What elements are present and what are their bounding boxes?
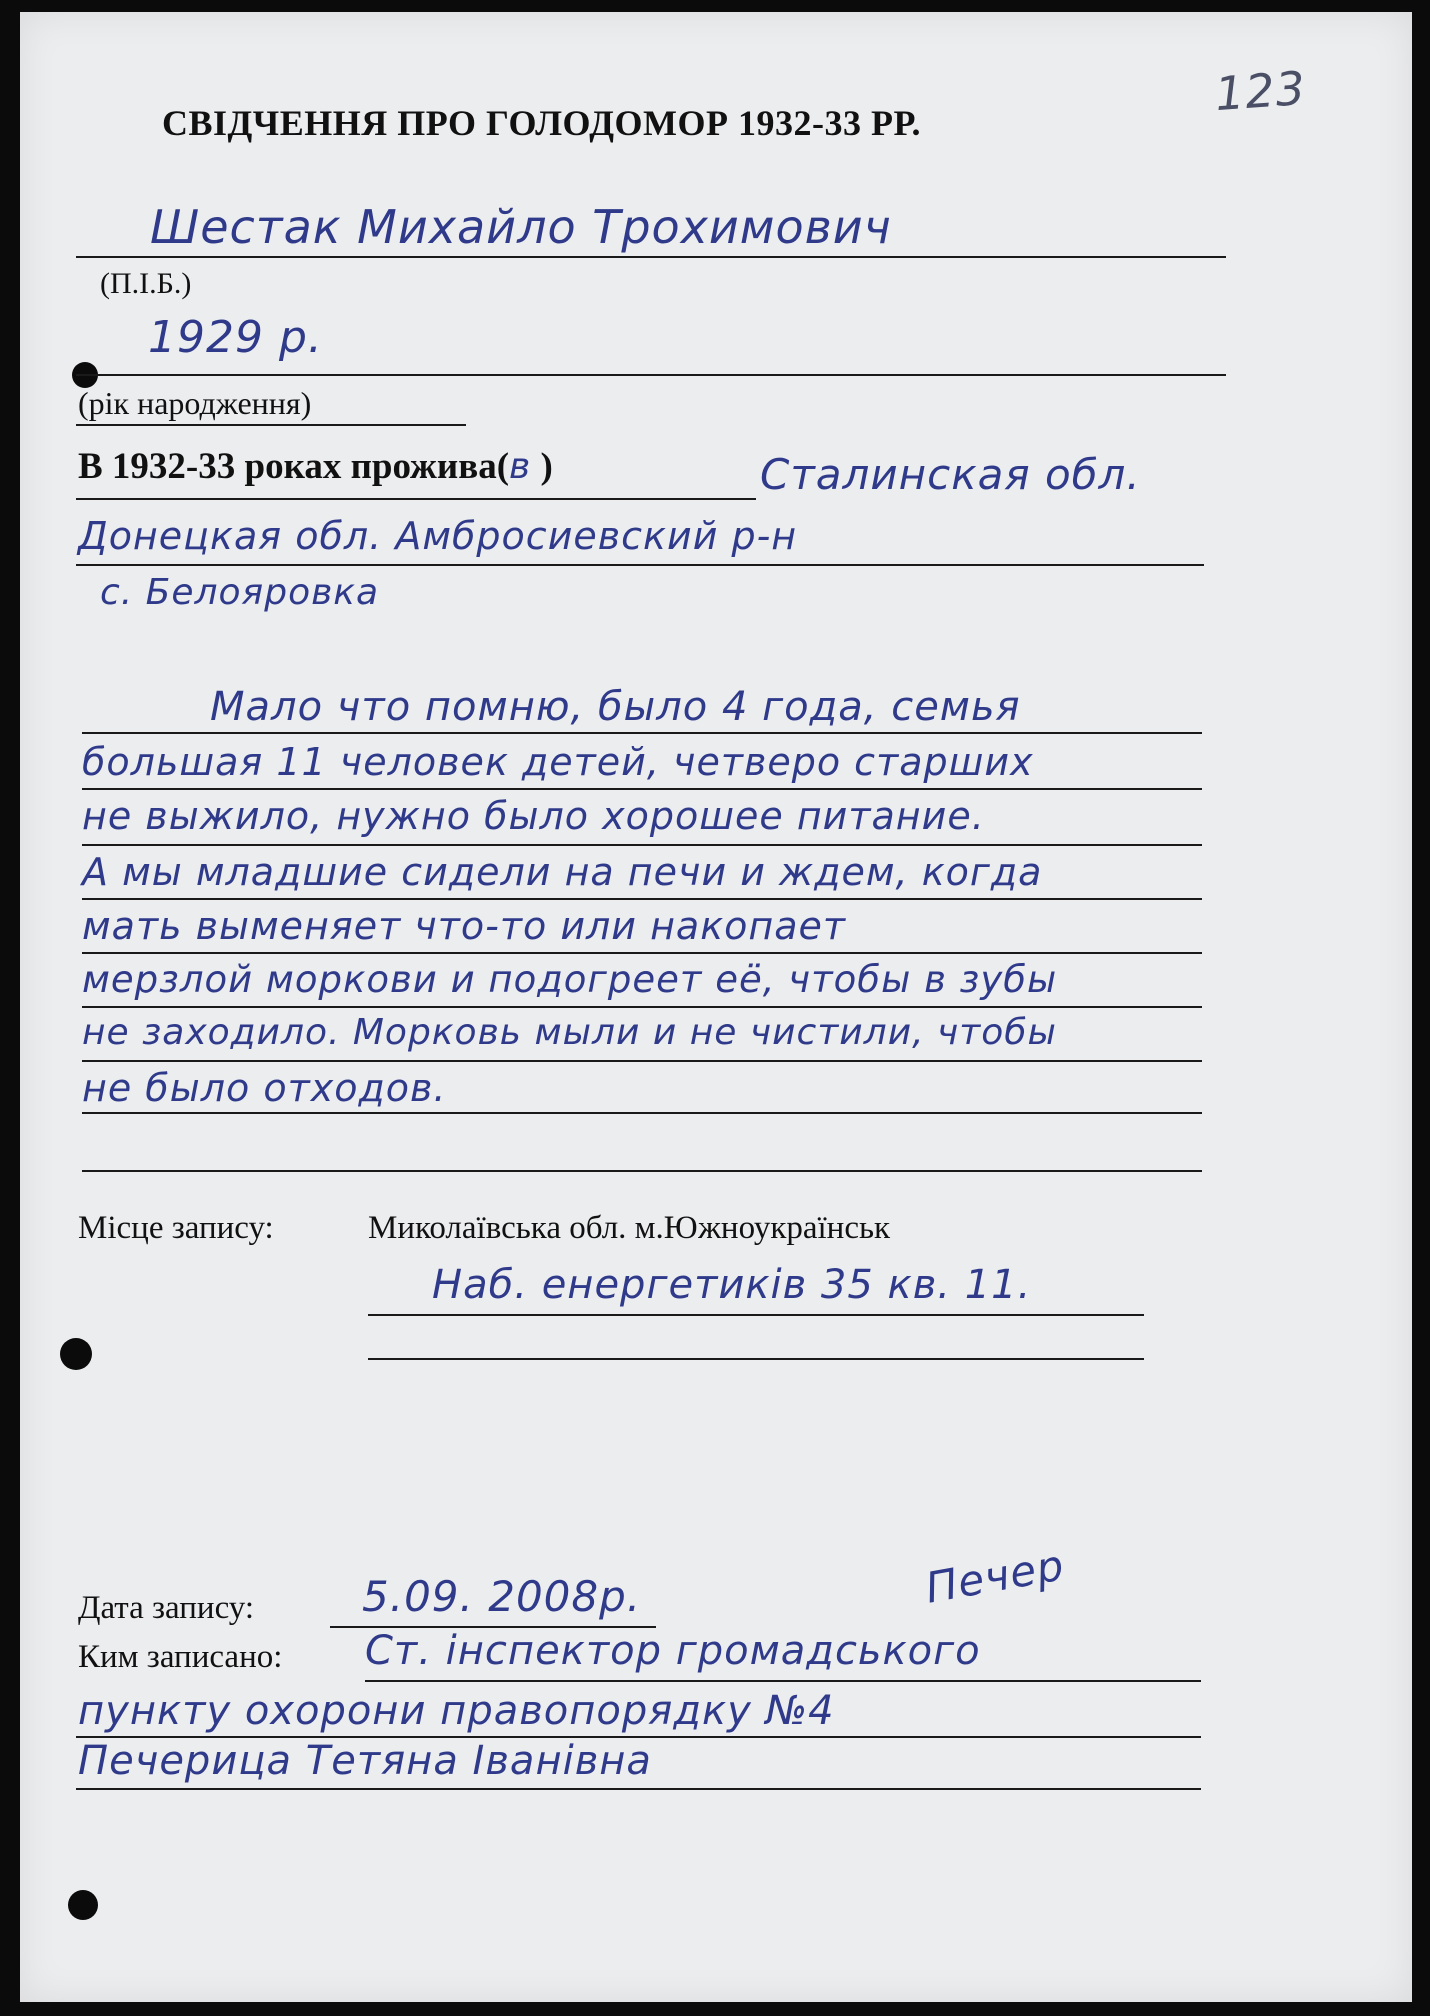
testimony-rule bbox=[82, 952, 1202, 954]
testimony-line: Мало что помню, было 4 года, семья bbox=[210, 684, 1021, 730]
testimony-line: мерзлой моркови и подогреет её, чтобы в зубы bbox=[82, 958, 1058, 1001]
birth-label: (рік народження) bbox=[78, 385, 312, 421]
testimony-rule bbox=[82, 732, 1202, 734]
birth-underline bbox=[76, 374, 1226, 376]
testimony-line: мать выменяет что-то или накопает bbox=[82, 904, 847, 948]
recorder-line: пункту охорони правопорядку №4 bbox=[78, 1688, 835, 1734]
testimony-rule bbox=[82, 788, 1202, 790]
name-label: (П.І.Б.) bbox=[100, 267, 192, 300]
residence-value-2: Донецкая обл. Амбросиевский р-н bbox=[78, 514, 798, 558]
recorder-underline bbox=[365, 1680, 1201, 1682]
residence-value-3: с. Белояровка bbox=[100, 572, 380, 613]
document-sheet bbox=[20, 12, 1412, 2002]
residence-label bbox=[78, 445, 553, 488]
signature: Печер bbox=[921, 1540, 1068, 1613]
testimony-line: не заходило. Морковь мыли и не чистили, чтобы bbox=[82, 1012, 1057, 1053]
residence-gender: в bbox=[509, 446, 532, 487]
residence-underline-2 bbox=[76, 564, 1204, 566]
recorder-line: Печерица Тетяна Іванівна bbox=[78, 1738, 652, 1784]
testimony-rule bbox=[82, 844, 1202, 846]
place-underline-1 bbox=[368, 1314, 1144, 1316]
recorder-underline bbox=[76, 1788, 1201, 1790]
testimony-line: большая 11 человек детей, четверо старших bbox=[82, 740, 1034, 784]
residence-underline-1 bbox=[76, 498, 756, 500]
place-value-handwritten: Наб. енергетиків 35 кв. 11. bbox=[432, 1262, 1032, 1308]
birth-value: 1929 р. bbox=[148, 312, 323, 363]
name-underline bbox=[76, 256, 1226, 258]
recorder-label: Ким записано: bbox=[78, 1639, 283, 1675]
birth-label-underline bbox=[76, 424, 466, 426]
residence-value-1: Сталинская обл. bbox=[760, 450, 1141, 499]
testimony-rule bbox=[82, 1112, 1202, 1114]
testimony-line: не было отходов. bbox=[82, 1066, 447, 1110]
punch-hole bbox=[68, 1890, 98, 1920]
testimony-rule-empty bbox=[82, 1170, 1202, 1172]
name-value: Шестак Михайло Трохимович bbox=[150, 200, 892, 254]
recorder-line: Ст. інспектор громадського bbox=[365, 1628, 981, 1674]
date-label: Дата запису: bbox=[78, 1590, 255, 1626]
testimony-rule bbox=[82, 1060, 1202, 1062]
date-value: 5.09. 2008р. bbox=[362, 1572, 642, 1621]
residence-close: ) bbox=[540, 446, 553, 487]
document-title: СВІДЧЕННЯ ПРО ГОЛОДОМОР 1932-33 РР. bbox=[162, 103, 921, 143]
testimony-line: не выжило, нужно было хорошее питание. bbox=[82, 794, 985, 838]
residence-label-text: В 1932-33 роках прожива( bbox=[78, 446, 510, 487]
place-value-printed: Миколаївська обл. м.Южноукраїнськ bbox=[368, 1210, 891, 1246]
place-underline-2 bbox=[368, 1358, 1144, 1360]
testimony-rule bbox=[82, 898, 1202, 900]
testimony-rule bbox=[82, 1006, 1202, 1008]
page-number: 123 bbox=[1213, 60, 1308, 122]
punch-hole bbox=[60, 1338, 92, 1370]
place-label: Місце запису: bbox=[78, 1210, 274, 1246]
testimony-line: А мы младшие сидели на печи и ждем, когда bbox=[82, 850, 1043, 894]
